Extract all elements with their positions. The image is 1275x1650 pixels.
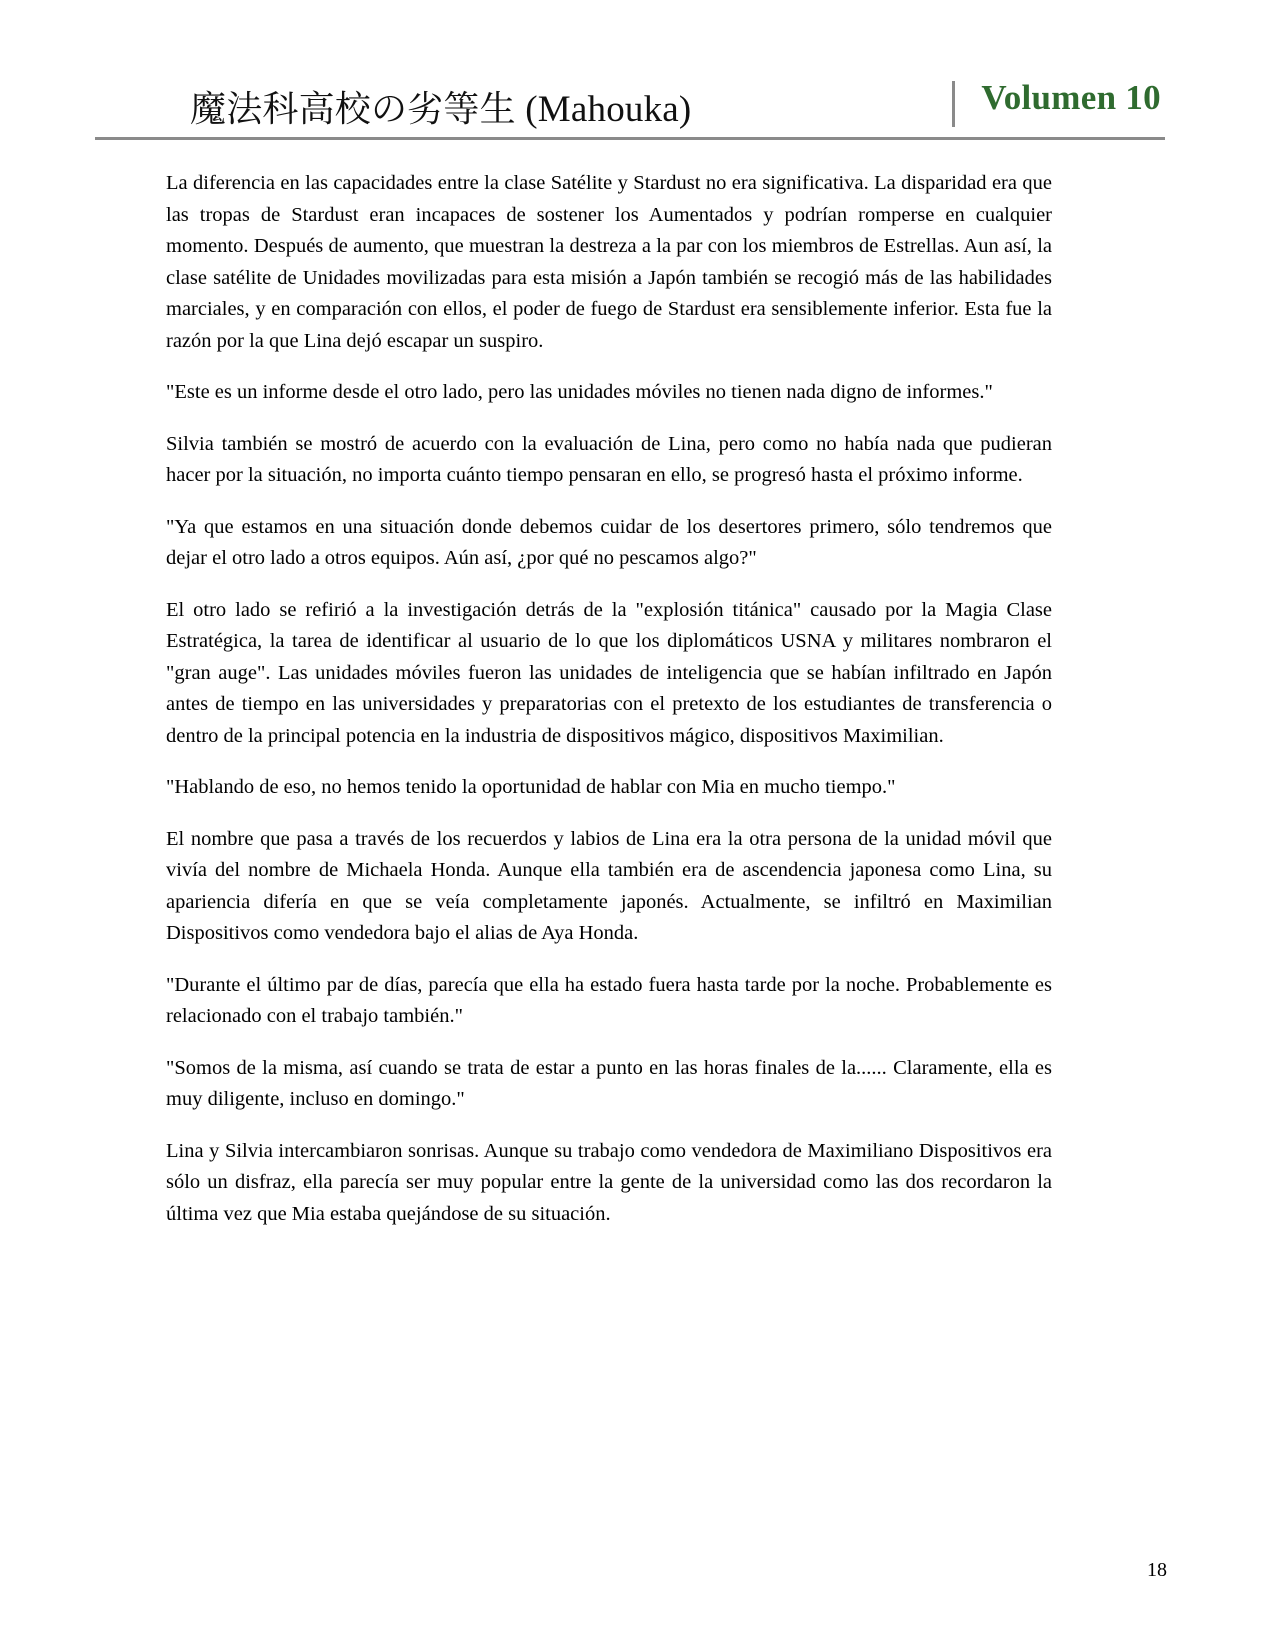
header-title-japanese: 魔法科高校の劣等生 (190, 89, 516, 131)
paragraph: "Durante el último par de días, parecía que ella ha estado fuera hasta tarde por la noche. Probablemente es relacionado con el trabajo también." (166, 973, 1052, 1027)
volume-label: Volumen 10 (981, 78, 1161, 118)
header-inner (95, 75, 1165, 140)
paragraph: "Hablando de eso, no hemos tenido la oportunidad de hablar con Mia en mucho tiempo." (166, 776, 896, 798)
header-title (95, 90, 691, 131)
paragraph: El otro lado se refirió a la investigación detrás de la "explosión titánica" causado por la Magia Clase Estratégica, la tarea de identificar al usuario de lo que los diplomáticos USNA y militares nombraron el "gran auge". Las unidades móviles fueron las unidades de inteligencia que se habían infiltrado en Japón antes de tiempo en las universidades y preparatorias con el pretexto de los estudiantes de transferencia o dentro de la principal potencia en la industria de dispositivos mágico, dispositivos Maximilian. (166, 598, 1052, 747)
body-text (166, 168, 1052, 1230)
paragraph: La diferencia en las capacidades entre la clase Satélite y Stardust no era significativa. La disparidad era que las tropas de Stardust eran incapaces de sostener los Aumentados y podrían romperse en cualquier momento. Después de aumento, que muestran la destreza a la par con los miembros de Estrellas. Aun así, la clase satélite de Unidades movilizadas para esta misión a Japón también se recogió más de las habilidades marciales, y en comparación con ellos, el poder de fuego de Stardust era sensiblemente inferior. Esta fue la razón por la que Lina dejó escapar un suspiro. (166, 172, 1052, 352)
header-right (952, 75, 1165, 121)
paragraph: Lina y Silvia intercambiaron sonrisas. Aunque su trabajo como vendedora de Maximiliano Dispositivos era sólo un disfraz, ella parecía ser muy popular entre la gente de la universidad como las dos recordaron la última vez que Mia estaba quejándose de su situación. (166, 1139, 1052, 1225)
header-vertical-divider (952, 81, 955, 127)
paragraph: Silvia también se mostró de acuerdo con la evaluación de Lina, pero como no había nada que pudieran hacer por la situación, no importa cuánto tiempo pensaran en ello, se progresó hasta el próximo informe. (166, 432, 1052, 486)
paragraph: "Ya que estamos en una situación donde debemos cuidar de los desertores primero, sólo tendremos que dejar el otro lado a otros equipos. Aún así, ¿por qué no pescamos algo?" (166, 515, 1052, 569)
paragraph: "Somos de la misma, así cuando se trata de estar a punto en las horas finales de la...... Claramente, ella es muy diligente, incluso en domingo." (166, 1056, 1052, 1110)
paragraph: "Este es un informe desde el otro lado, pero las unidades móviles no tienen nada digno de informes." (166, 381, 993, 403)
header-title-romanized: (Mahouka) (515, 89, 692, 131)
page-number: 18 (1147, 1559, 1167, 1581)
paragraph: El nombre que pasa a través de los recuerdos y labios de Lina era la otra persona de la unidad móvil que vivía del nombre de Michaela Honda. Aunque ella también era de ascendencia japonesa como Lina, su apariencia difería en que se veía completamente japonés. Actualmente, se infiltró en Maximilian Dispositivos como vendedora bajo el alias de Aya Honda. (166, 827, 1052, 944)
page-header (95, 62, 1165, 140)
